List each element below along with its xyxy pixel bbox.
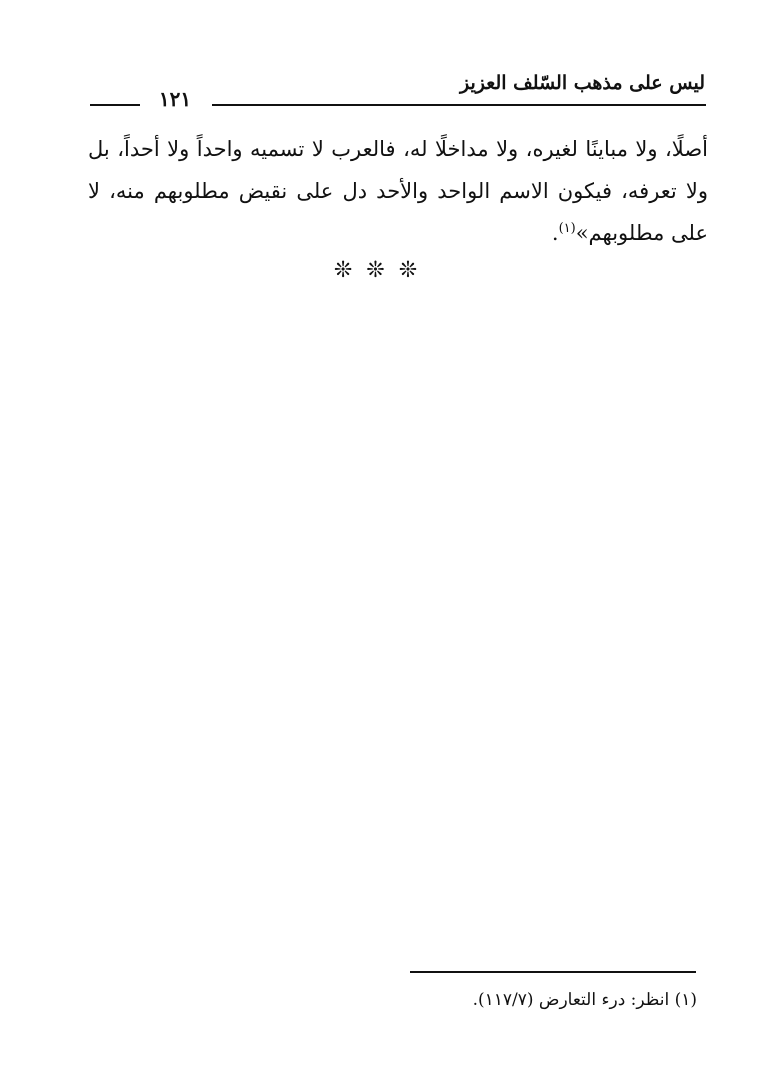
footnote-rule bbox=[410, 971, 696, 973]
body-closing-punctuation: . bbox=[551, 221, 559, 245]
header-rule bbox=[212, 104, 706, 106]
page-number: ١٢١ bbox=[158, 87, 192, 111]
footnote: (١) انظر: درء التعارض (١١٧/٧). bbox=[472, 990, 697, 1010]
body-paragraph-text: أصلًا، ولا مباينًا لغيره، ولا مداخلًا له، فالعرب لا تسميه واحداً ولا أحداً، بل ولا تعرفه، فيكون الاسم الواحد والأحد دل على نقيض مطلوبهم منه، لا على مطلوبهم» bbox=[88, 137, 708, 245]
section-separator: ❊❊❊ bbox=[333, 258, 432, 283]
header-rule-left bbox=[90, 104, 140, 106]
body-paragraph bbox=[88, 128, 708, 254]
footnote-reference: (١) bbox=[558, 221, 576, 236]
body-text bbox=[88, 128, 708, 254]
running-header-title: ليس على مذهب السّلف العزيز bbox=[460, 72, 705, 94]
